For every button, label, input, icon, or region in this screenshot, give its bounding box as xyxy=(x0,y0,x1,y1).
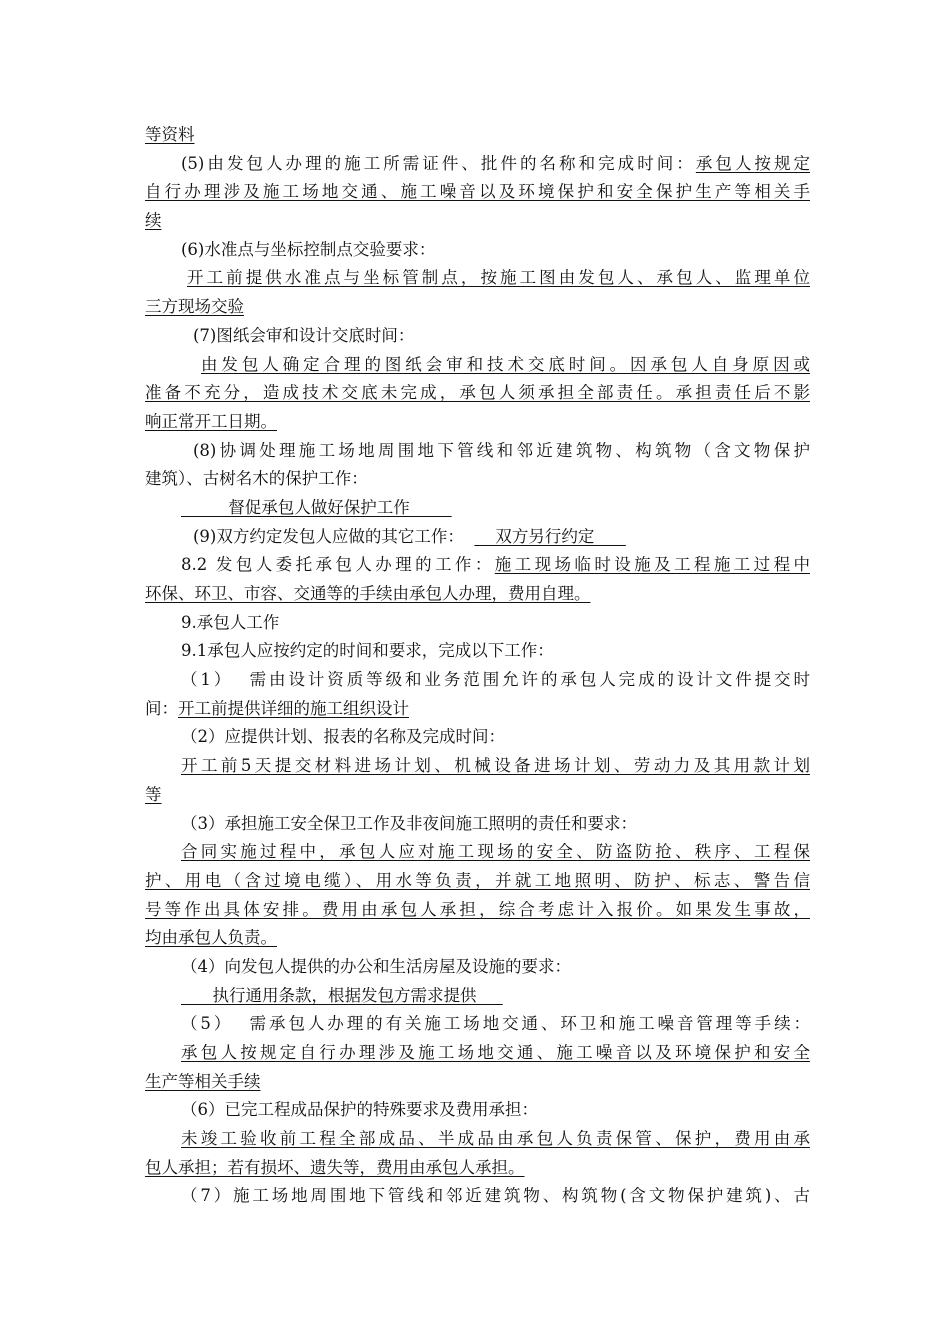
clause-text: （3）承担施工安全保卫工作及非夜间施工照明的责任和要求： xyxy=(181,813,637,833)
text-line xyxy=(145,637,810,666)
filled-field-text: 等 xyxy=(145,784,162,804)
filled-field-text: 包人承担；若有损坏、遗失等，费用由承包人承担。 xyxy=(145,1157,525,1177)
text-line xyxy=(145,1096,810,1125)
text-line xyxy=(145,1125,810,1154)
text-line xyxy=(145,896,810,925)
text-line xyxy=(145,867,810,896)
filled-field-text: 续 xyxy=(145,211,162,231)
filled-field-text: 督促承包人做好保护工作 xyxy=(181,497,452,517)
clause-text: 间： xyxy=(145,698,178,718)
text-line xyxy=(145,1068,810,1097)
text-line xyxy=(145,494,810,523)
filled-field-text: 响正常开工日期。 xyxy=(145,411,277,431)
text-line xyxy=(145,752,810,781)
text-line xyxy=(145,121,810,150)
text-line xyxy=(145,293,810,322)
filled-field-text: 自行办理涉及施工场地交通、施工噪音以及环境保护和安全保护生产等相关手 xyxy=(145,182,810,202)
text-line xyxy=(145,178,810,207)
filled-field-text: 准备不充分，造成技术交底未完成，承包人须承担全部责任。承担责任后不影 xyxy=(145,383,810,403)
text-line xyxy=(145,838,810,867)
filled-field-text: 由发包人确定合理的图纸会审和技术交底时间。因承包人自身原因或 xyxy=(201,354,810,374)
clause-text: (6)水准点与坐标控制点交验要求： xyxy=(181,239,436,259)
clause-text: 9.1承包人应按约定的时间和要求，完成以下工作： xyxy=(181,641,554,661)
document-body xyxy=(145,121,810,1211)
clause-text: （7）施工场地周围地下管线和邻近建筑物、构筑物(含文物保护建筑)、古 xyxy=(181,1186,810,1206)
text-line xyxy=(145,580,810,609)
text-line xyxy=(145,810,810,839)
filled-field-text: 环保、环卫、市容、交通等的手续由承包人办理，费用自理。 xyxy=(145,584,591,603)
text-line xyxy=(145,695,810,724)
clause-text: 8.2 发包人委托承包人办理的工作： xyxy=(181,555,495,575)
text-line xyxy=(145,1182,810,1211)
text-line xyxy=(145,351,810,380)
clause-text: （6）已完工程成品保护的特殊要求及费用承担： xyxy=(181,1100,538,1120)
text-line xyxy=(145,1010,810,1039)
text-line xyxy=(145,781,810,810)
text-line xyxy=(145,666,810,695)
clause-text: （1） 需由设计资质等级和业务范围允许的承包人完成的设计文件提交时 xyxy=(181,670,810,690)
filled-field-text: 开工前5天提交材料进场计划、机械设备进场计划、劳动力及其用款计划 xyxy=(181,756,810,776)
clause-text: （4）向发包人提供的办公和生活房屋及设施的要求： xyxy=(181,956,571,976)
text-line xyxy=(145,609,810,638)
filled-field-text: 承包人按规定自行办理涉及施工场地交通、施工噪音以及环境保护和安全 xyxy=(181,1043,810,1062)
text-line xyxy=(145,465,810,494)
filled-field-text: 施工现场临时设施及工程施工过程中 xyxy=(494,555,810,575)
text-line xyxy=(145,150,810,179)
text-line xyxy=(145,236,810,265)
clause-text: 建筑）、古树名木的保护工作： xyxy=(145,469,368,489)
filled-field-text: 号等作出具体安排。费用由承包人承担，综合考虑计入报价。如果发生事故， xyxy=(145,899,810,919)
text-line xyxy=(145,551,810,580)
text-line xyxy=(145,207,810,236)
filled-field-text: 开工前提供详细的施工组织设计 xyxy=(178,698,409,718)
clause-text: 9.承包人工作 xyxy=(181,612,280,632)
filled-field-text: 护、用电（含过境电缆）、用水等负责，并就工地照明、防护、标志、警告信 xyxy=(145,870,810,890)
filled-field-text: 等资料 xyxy=(145,125,195,144)
clause-text: (7)图纸会审和设计交底时间： xyxy=(193,325,415,345)
filled-field-text: 开工前提供水准点与坐标管制点，按施工图由发包人、承包人、监理单位 xyxy=(187,268,810,288)
text-line xyxy=(145,437,810,466)
filled-field-text: 执行通用条款，根据发包方需求提供 xyxy=(181,985,503,1005)
text-line xyxy=(145,924,810,953)
clause-text: （2）应提供计划、报表的名称及完成时间： xyxy=(181,727,505,747)
text-line xyxy=(145,322,810,351)
text-line xyxy=(145,982,810,1011)
text-line xyxy=(145,408,810,437)
filled-field-text: 承包人按规定 xyxy=(695,153,810,173)
filled-field-text: 双方另行约定 xyxy=(474,526,626,546)
text-line xyxy=(145,1039,810,1068)
filled-field-text: 均由承包人负责。 xyxy=(145,928,277,948)
text-line xyxy=(145,953,810,982)
clause-text: (5)由发包人办理的施工所需证件、批件的名称和完成时间： xyxy=(181,153,696,173)
clause-text: (8)协调处理施工场地周围地下管线和邻近建筑物、构筑物（含文物保护 xyxy=(193,440,810,460)
filled-field-text: 未竣工验收前工程全部成品、半成品由承包人负责保管、保护，费用由承 xyxy=(181,1129,810,1149)
clause-text: (9)双方约定发包人应做的其它工作： xyxy=(193,526,475,546)
text-line xyxy=(145,523,810,552)
text-line xyxy=(145,379,810,408)
filled-field-text: 三方现场交验 xyxy=(145,297,244,317)
text-line xyxy=(145,723,810,752)
clause-text: （5） 需承包人办理的有关施工场地交通、环卫和施工噪音管理等手续： xyxy=(181,1014,810,1034)
filled-field-text: 合同实施过程中，承包人应对施工现场的安全、防盗防抢、秩序、工程保 xyxy=(181,842,810,862)
text-line xyxy=(145,264,810,293)
text-line xyxy=(145,1154,810,1183)
filled-field-text: 生产等相关手续 xyxy=(145,1071,261,1091)
